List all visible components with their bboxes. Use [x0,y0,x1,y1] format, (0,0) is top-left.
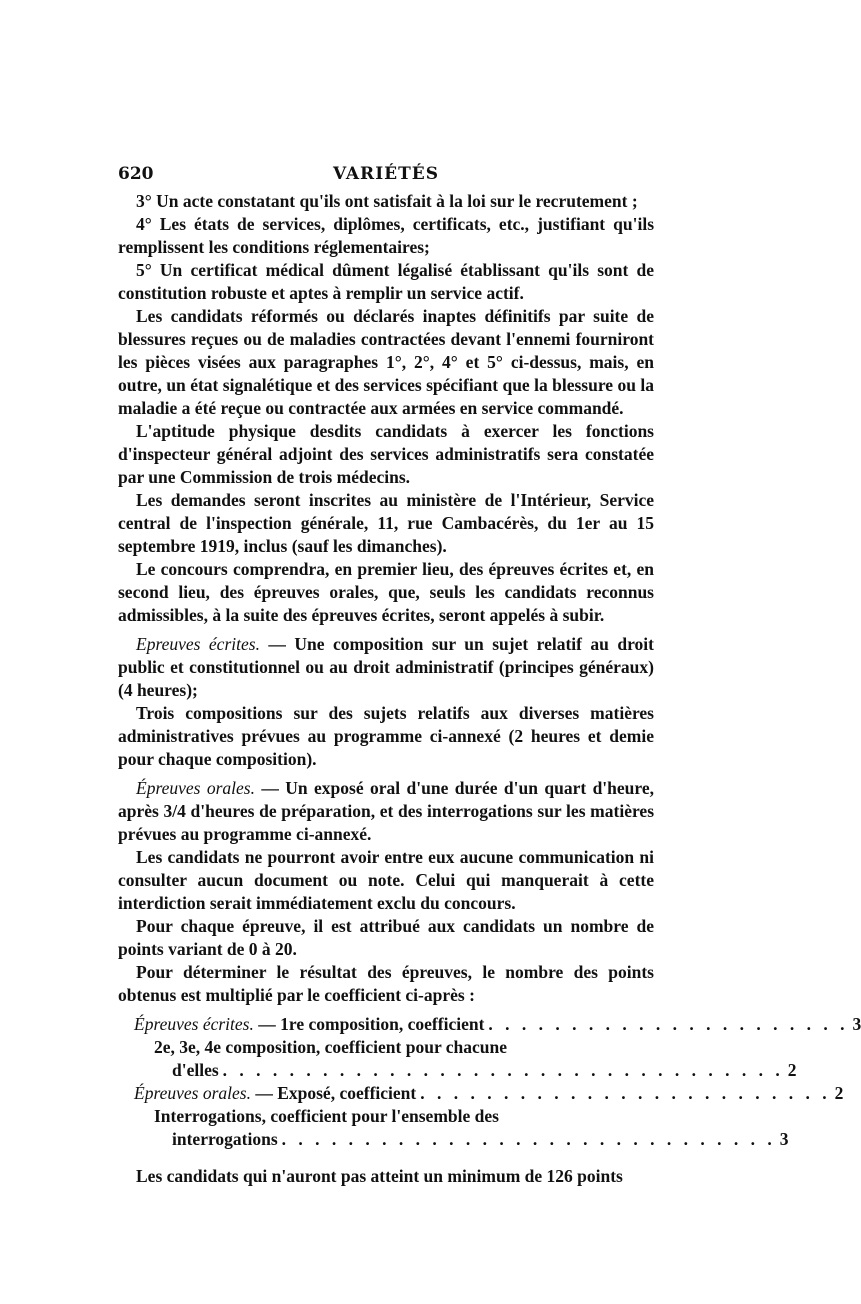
paragraph: Le concours comprendra, en premier lieu, des épreuves écrites et, en second lieu, des épreuves orales, que, seuls les candidats reconnus admissibles, à la suite des épreuves écrites, seront appelés à subir. [118,559,654,625]
paragraph: 5° Un certificat médical dûment légalisé établissant qu'ils sont de constitution robuste et aptes à remplir un service actif. [118,260,654,303]
document-page [118,150,861,1188]
coef-row: 2e, 3e, 4e composition, coefficient pour chacune [154,1037,508,1057]
paragraph: Les candidats réformés ou déclarés inaptes définitifs par suite de blessures reçues ou de maladies contractées devant l'ennemi fourniront les pièces visées aux paragraphes 1°, 2°, 4° et 5° ci-dessus, mais, en outre, un état signalétique et des services spécifiant que la blessure ou la maladie a été reçue ou contractée aux armées en service commandé. [118,306,654,418]
coef-row: Interrogations, coefficient pour l'ensemble des [154,1106,499,1126]
coef-row: Épreuves orales. — Exposé, coefficient . . . . . . . . . . . . . . . . . . . . . . . . . 2 [134,1083,844,1103]
paragraph-epreuves-ecrites: Epreuves écrites. — Une composition sur un sujet relatif au droit public et constitutionnel ou au droit administratif (principes généraux) (4 heures); [118,634,654,700]
paragraph: 4° Les états de services, diplômes, certificats, etc., justifiant qu'ils remplissent les conditions réglementaires; [118,214,654,257]
paragraph-epreuves-orales: Épreuves orales. — Un exposé oral d'une durée d'un quart d'heure, après 3/4 d'heures de préparation, et des interrogations sur les matières prévues au programme ci-annexé. [118,778,654,844]
coef-row: Épreuves écrites. — 1re composition, coefficient . . . . . . . . . . . . . . . . . . . . . . 3 [134,1014,861,1034]
section-label: Epreuves écrites. [136,634,260,654]
page-header [118,150,654,190]
coefficient-table [118,1013,861,1151]
paragraph: Les candidats ne pourront avoir entre eux aucune communication ni consulter aucun document ou note. Celui qui manquerait à cette interdiction serait immédiatement exclu du concours. [118,847,654,913]
page-number: 620 [118,164,154,184]
body-text [118,190,654,1007]
paragraph: Pour chaque épreuve, il est attribué aux candidats un nombre de points variant de 0 à 20. [118,916,654,959]
paragraph: Pour déterminer le résultat des épreuves, le nombre des points obtenus est multiplié par le coefficient ci-après : [118,962,654,1005]
running-title: VARIÉTÉS [333,164,439,184]
paragraph: L'aptitude physique desdits candidats à exercer les fonctions d'inspecteur général adjoint des services administratifs sera constatée par une Commission de trois médecins. [118,421,654,487]
paragraph: Trois compositions sur des sujets relatifs aux diverses matières administratives prévues au programme ci-annexé (2 heures et demie pour chaque composition). [118,703,654,769]
body-text-continued [118,1165,654,1188]
paragraph: Les candidats qui n'auront pas atteint un minimum de 126 points [136,1166,623,1186]
section-label: Épreuves orales. [136,778,255,798]
coef-row: d'elles . . . . . . . . . . . . . . . . . . . . . . . . . . . . . . . . . . 2 [172,1060,797,1080]
paragraph: Les demandes seront inscrites au ministère de l'Intérieur, Service central de l'inspection générale, 11, rue Cambacérès, du 1er au 15 septembre 1919, inclus (sauf les dimanches). [118,490,654,556]
coef-row: interrogations . . . . . . . . . . . . . . . . . . . . . . . . . . . . . . 3 [172,1129,789,1149]
paragraph: 3° Un acte constatant qu'ils ont satisfait à la loi sur le recrutement ; [136,191,638,211]
